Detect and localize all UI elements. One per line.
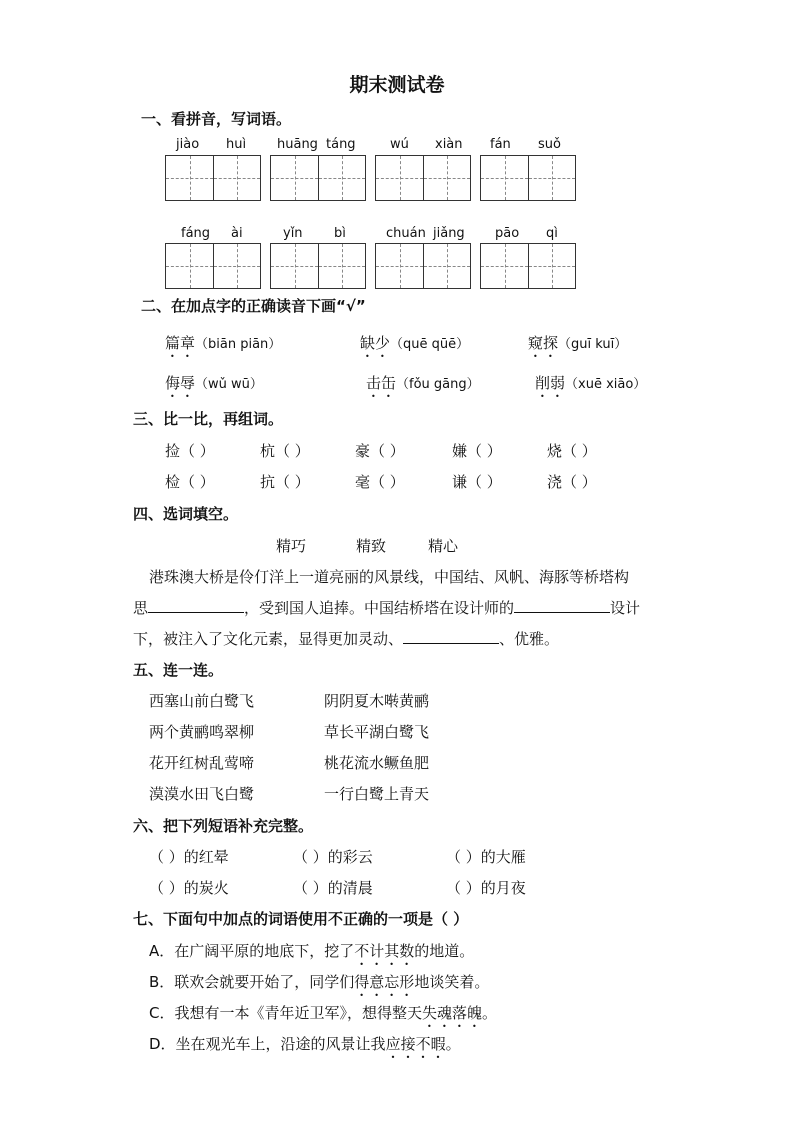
pinyin-options[interactable]: （fǒu gāng） [396,377,480,392]
pinyin-options[interactable]: （guī kuī） [558,337,628,352]
pinyin: jiǎng [433,226,465,241]
compare-item[interactable]: 杭（ ） [260,442,310,460]
fill-blank[interactable] [514,597,610,613]
compare-item[interactable]: 捡（ ） [165,442,215,460]
word: 窥探 [528,334,559,352]
poem-right[interactable]: 草长平湖白鹭飞 [324,723,430,741]
writing-grid[interactable] [165,155,261,201]
pinyin: ài [231,226,243,241]
writing-grid[interactable] [270,155,366,201]
passage-line: 思 ，受到国人追捧。中国结桥塔在设计师的 设计 [133,599,641,617]
writing-grid[interactable] [375,155,471,201]
poem-right[interactable]: 一行白鹭上青天 [324,785,430,803]
section-2-heading: 二、在加点字的正确读音下画“√” [141,297,366,315]
word: 缺少 [360,334,391,352]
word-option: 精巧 [276,537,307,555]
phrase-item[interactable]: （ ）的清晨 [293,879,373,897]
pinyin: huāng [277,137,318,152]
word: 侮辱 [165,374,196,392]
choice-option-b[interactable]: B．联欢会就要开始了，同学们得意忘形地谈笑着。 [149,973,490,991]
phrase-item[interactable]: （ ）的红晕 [149,848,229,866]
writing-grid[interactable] [165,243,261,289]
compare-item[interactable]: 浇（ ） [547,473,597,491]
pinyin-options[interactable]: （xuē xiāo） [565,377,647,392]
choice-option-a[interactable]: A．在广阔平原的地底下，挖了不计其数的地道。 [149,942,475,960]
pinyin: táng [326,137,356,152]
choice-option-d[interactable]: D．坐在观光车上，沿途的风景让我应接不暇。 [149,1035,461,1053]
pinyin: fán [490,137,511,152]
poem-left[interactable]: 两个黄鹂鸣翠柳 [149,723,255,741]
word: 削弱 [535,374,566,392]
compare-item[interactable]: 豪（ ） [355,442,405,460]
pinyin: huì [226,137,247,152]
pinyin: qì [546,226,558,241]
word: 篇章 [165,334,196,352]
phrase-item[interactable]: （ ）的炭火 [149,879,229,897]
compare-item[interactable]: 烧（ ） [547,442,597,460]
pinyin-options[interactable]: （quē qūē） [390,337,470,352]
reading-item [165,372,263,401]
word: 击缶 [366,374,397,392]
section-1-heading: 一、看拼音，写词语。 [141,110,292,128]
choice-option-c[interactable]: C．我想有一本《青年近卫军》，想得整天失魂落魄。 [149,1004,498,1022]
section-5-heading: 五、连一连。 [133,661,224,679]
fill-blank[interactable] [403,628,499,644]
pinyin: yǐn [283,226,303,241]
section-3-heading: 三、比一比，再组词。 [133,410,284,428]
page-title: 期末测试卷 [349,74,445,96]
compare-item[interactable]: 嫌（ ） [452,442,502,460]
pinyin: pāo [495,226,520,241]
word-option: 精心 [428,537,459,555]
poem-left[interactable]: 花开红树乱莺啼 [149,754,255,772]
writing-grid[interactable] [270,243,366,289]
section-7-heading: 七、下面句中加点的词语使用不正确的一项是（ ） [133,910,469,928]
compare-item[interactable]: 检（ ） [165,473,215,491]
reading-item [360,332,469,361]
poem-left[interactable]: 漠漠水田飞白鹭 [149,785,255,803]
pinyin: jiào [176,137,200,152]
pinyin: wú [390,137,409,152]
section-4-heading: 四、选词填空。 [133,505,239,523]
poem-right[interactable]: 桃花流水鳜鱼肥 [324,754,430,772]
reading-item [535,372,646,401]
compare-item[interactable]: 谦（ ） [452,473,502,491]
writing-grid[interactable] [480,243,576,289]
word-option: 精致 [356,537,387,555]
pinyin: xiàn [435,137,463,152]
section-6-heading: 六、把下列短语补充完整。 [133,817,314,835]
phrase-item[interactable]: （ ）的月夜 [446,879,526,897]
pinyin: suǒ [538,137,561,152]
pinyin-options[interactable]: （biān piān） [195,337,282,352]
passage-line: 港珠澳大桥是伶仃洋上一道亮丽的风景线，中国结、风帆、海豚等桥塔构 [149,568,630,586]
writing-grid[interactable] [480,155,576,201]
compare-item[interactable]: 抗（ ） [260,473,310,491]
passage-line: 下，被注入了文化元素，显得更加灵动、 、优雅。 [133,630,560,648]
poem-right[interactable]: 阴阴夏木啭黄鹂 [324,692,430,710]
pinyin: fáng [181,226,211,241]
fill-blank[interactable] [148,597,244,613]
reading-item [366,372,480,401]
writing-grid[interactable] [375,243,471,289]
phrase-item[interactable]: （ ）的大雁 [446,848,526,866]
compare-item[interactable]: 毫（ ） [355,473,405,491]
pinyin: bì [334,226,346,241]
poem-left[interactable]: 西塞山前白鹭飞 [149,692,255,710]
reading-item [165,332,281,361]
pinyin-options[interactable]: （wǔ wū） [195,377,263,392]
phrase-item[interactable]: （ ）的彩云 [293,848,373,866]
pinyin: chuán [386,226,426,241]
reading-item [528,332,627,361]
